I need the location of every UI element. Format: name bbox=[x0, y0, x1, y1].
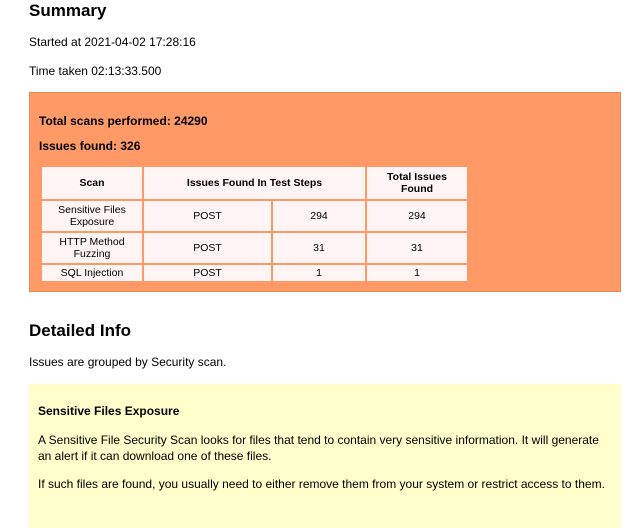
cell-total: 294 bbox=[366, 200, 468, 232]
total-scans-text: Total scans performed: 24290 bbox=[39, 114, 208, 128]
cell-step: POST bbox=[143, 232, 272, 264]
cell-step-count: 1 bbox=[272, 264, 366, 282]
cell-step-count: 294 bbox=[272, 200, 366, 232]
cell-step-count: 31 bbox=[272, 232, 366, 264]
header-issues-in-steps: Issues Found In Test Steps bbox=[143, 166, 366, 200]
cell-step: POST bbox=[143, 200, 272, 232]
table-row bbox=[41, 200, 468, 232]
scan-results-table bbox=[40, 165, 469, 283]
scan-description: A Sensitive File Security Scan looks for files that tend to contain very sensitive information. It will generate an alert if it can download one of these files. bbox=[38, 433, 599, 463]
cell-scan: Sensitive Files Exposure bbox=[41, 200, 143, 232]
table-row bbox=[41, 264, 468, 282]
time-taken-text: Time taken 02:13:33.500 bbox=[29, 64, 162, 78]
summary-box bbox=[29, 92, 621, 292]
scan-remediation: If such files are found, you usually need to either remove them from your system or restrict access to them. bbox=[38, 477, 605, 491]
header-scan: Scan bbox=[41, 166, 143, 200]
cell-total: 1 bbox=[366, 264, 468, 282]
issues-found-text: Issues found: 326 bbox=[39, 139, 141, 153]
detailed-info-heading: Detailed Info bbox=[29, 321, 132, 340]
cell-scan: SQL Injection bbox=[41, 264, 143, 282]
header-total-issues: Total Issues Found bbox=[366, 166, 468, 200]
started-at-text: Started at 2021-04-02 17:28:16 bbox=[29, 35, 196, 49]
table-row bbox=[41, 232, 468, 264]
table-header-row bbox=[41, 166, 468, 200]
cell-total: 31 bbox=[366, 232, 468, 264]
scan-detail-box bbox=[29, 384, 621, 528]
cell-scan: HTTP Method Fuzzing bbox=[41, 232, 143, 264]
cell-step: POST bbox=[143, 264, 272, 282]
summary-heading: Summary bbox=[29, 1, 107, 20]
grouped-by-text: Issues are grouped by Security scan. bbox=[29, 355, 227, 369]
scan-detail-title: Sensitive Files Exposure bbox=[38, 404, 180, 418]
